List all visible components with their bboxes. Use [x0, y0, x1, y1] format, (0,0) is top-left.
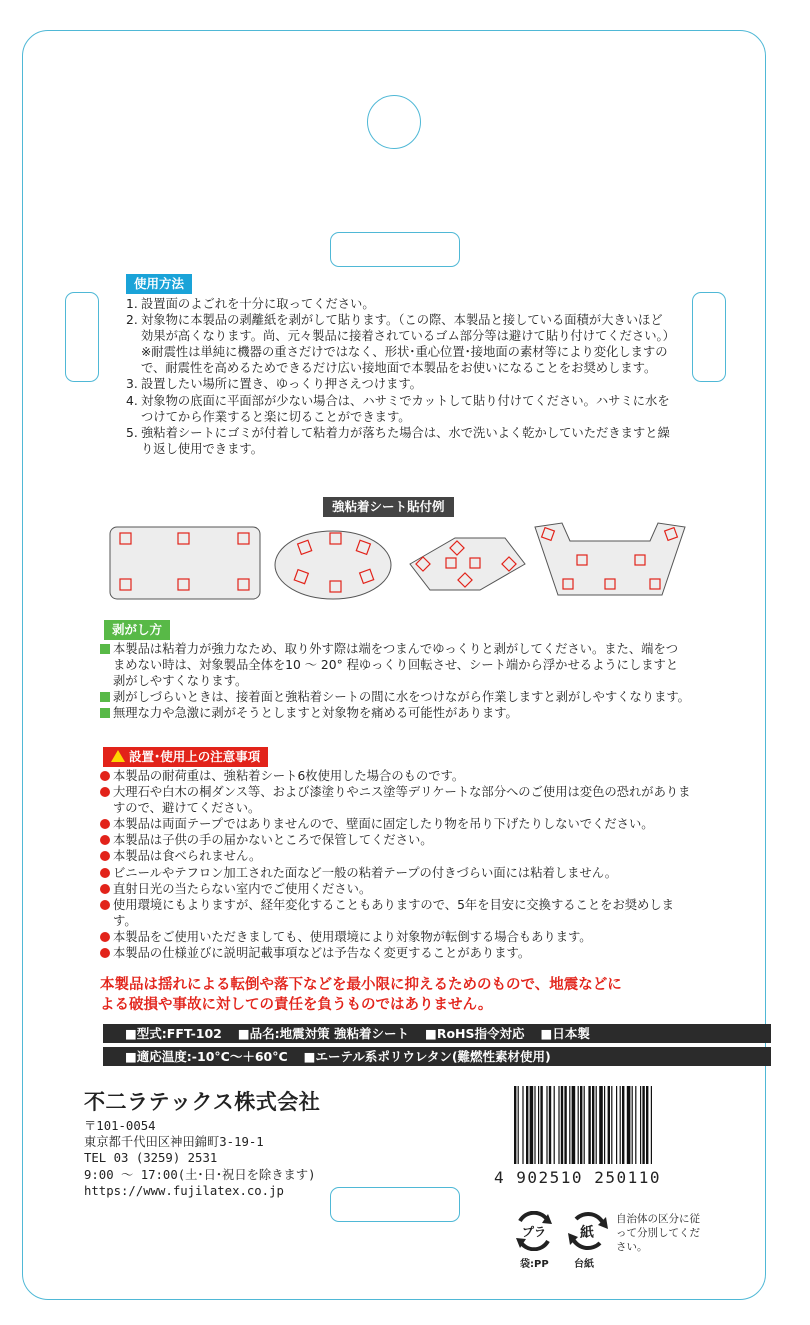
liability-warning: 本製品は揺れによる転倒や落下などを最小限に抑えるためのもので、地震などに よる破損や事故に対しての責任を負うものではありません。	[100, 977, 622, 1013]
barcode-bar	[620, 1086, 621, 1164]
caution-item: 直射日光の当たらない室内でご使用ください。	[100, 881, 692, 897]
top-slot	[330, 232, 460, 267]
caution-item: 本製品は子供の手の届かないところで保管してください。	[100, 832, 692, 848]
spec-bar-1: ■型式:FFT-102 ■品名:地震対策 強粘着シート ■RoHS指令対応 ■日本製	[103, 1024, 771, 1043]
left-slot	[65, 292, 99, 382]
barcode-bar	[561, 1086, 563, 1164]
paper-recycle-mark: 紙	[566, 1211, 610, 1251]
barcode-bar	[538, 1086, 539, 1164]
barcode-bar	[558, 1086, 559, 1164]
barcode-bar	[640, 1086, 641, 1164]
usage-step: 5. 強粘着シートにゴミが付着して粘着力が落ちた場合は、水で洗いよく乾かしていただきますと繰り返し使用できます。	[126, 425, 670, 456]
barcode-bar	[549, 1086, 551, 1164]
usage-step: 3. 設置したい場所に置き、ゆっくり押さえつけます。	[126, 377, 422, 392]
barcode-bar	[540, 1086, 542, 1164]
barcode-bar	[572, 1086, 576, 1164]
company-address: 〒101-0054 東京都千代田区神田錦町3-19-1 TEL 03 (3259) 2531 9:00 〜 17:00(土･日･祝日を除きます) https://www.fujilatex.co.jp	[84, 1119, 316, 1198]
caution-item: 使用環境にもよりますが、経年変化することもありますので、5年を目安に交換することをお奨めします。	[100, 897, 692, 929]
caution-item: 本製品は両面テープではありませんので、壁面に固定したり物を吊り下げたりしないでください。	[100, 816, 692, 832]
barcode-bar	[622, 1086, 624, 1164]
barcode-bar	[642, 1086, 644, 1164]
barcode-bar	[530, 1086, 534, 1164]
barcode-bar	[564, 1086, 566, 1164]
barcode-bar	[514, 1086, 516, 1164]
paper-label: 台紙	[574, 1259, 594, 1270]
barcode-bar	[627, 1086, 631, 1164]
peel-heading: 剥がし方	[104, 620, 170, 640]
usage-step: 2. 対象物に本製品の剥離紙を剥がして貼ります。（この際、本製品と接している面積が大きいほど効果が高くなります。尚、元々製品に接着されているゴム部分等は避けて貼り付けてください。）	[126, 313, 675, 344]
website-link[interactable]: https://www.fujilatex.co.jp	[84, 1183, 284, 1198]
recycle-note: 自治体の区分に従って分別してください。	[616, 1213, 700, 1253]
barcode-bar	[588, 1086, 590, 1164]
barcode-bar	[635, 1086, 636, 1164]
barcode-bar	[616, 1086, 617, 1164]
barcode-bar	[522, 1086, 523, 1164]
barcode-bar	[592, 1086, 594, 1164]
hang-hole	[367, 95, 421, 149]
barcode-bar	[526, 1086, 528, 1164]
barcode-bar	[599, 1086, 603, 1164]
barcode-number: 4 902510 250110	[494, 1168, 661, 1187]
caution-list	[100, 768, 692, 961]
barcode-bar	[546, 1086, 547, 1164]
usage-steps	[126, 296, 675, 457]
peel-item: 剥がしづらいときは、接着面と強粘着シートの間に水をつけながら作業しますと剥がしやすくなります。	[100, 689, 690, 705]
barcode-bar	[608, 1086, 610, 1164]
barcode-bar	[651, 1086, 652, 1164]
barcode-bar	[632, 1086, 633, 1164]
barcode-bar	[578, 1086, 579, 1164]
caution-item: 大理石や白木の桐ダンス等、および漆塗りやニス塗等デリケートな部分へのご使用は変色の恐れがありますので、避けてください。	[100, 784, 692, 816]
sheet-placement-examples	[100, 515, 700, 605]
peel-item: 無理な力や急激に剥がそうとしますと対象物を痛める可能性があります。	[100, 705, 690, 721]
right-slot	[692, 292, 726, 382]
barcode-bar	[580, 1086, 582, 1164]
pp-label: 袋:PP	[520, 1259, 549, 1270]
barcode-bar	[518, 1086, 519, 1164]
barcode-bar	[596, 1086, 597, 1164]
barcode-bar	[604, 1086, 605, 1164]
spec-bar-2: ■適応温度:-10°C〜＋60°C ■エーテル系ポリウレタン(難燃性素材使用)	[103, 1047, 771, 1066]
warning-icon	[111, 750, 125, 762]
caution-item: 本製品の仕様並びに説明記載事項などは予告なく変更することがあります。	[100, 945, 692, 961]
usage-heading: 使用方法	[126, 274, 192, 294]
barcode-bar	[554, 1086, 555, 1164]
peel-item: 本製品は粘着力が強力なため、取り外す際は端をつまんでゆっくりと剥がしてください。また、端をつまめない時は、対象製品全体を10 〜 20° 程ゆっくり回転させ、シート端から浮かせるようにしますと剥がしやすくなります。	[100, 641, 690, 689]
caution-item: ビニールやテフロン加工された面など一般の粘着テープの付きづらい面には粘着しません。	[100, 865, 692, 881]
pp-recycle-mark: プラ	[512, 1211, 556, 1251]
caution-item: 本製品の耐荷重は、強粘着シート6枚使用した場合のものです。	[100, 768, 692, 784]
barcode-bar	[584, 1086, 585, 1164]
barcode-bar	[534, 1086, 535, 1164]
caution-item: 本製品は食べられません。	[100, 848, 692, 864]
example-heading: 強粘着シート貼付例	[323, 497, 454, 517]
usage-step: 4. 対象物の底面に平面部が少ない場合は、ハサミでカットして貼り付けてください。ハサミに水をつけてから作業すると楽に切ることができます。	[126, 393, 670, 424]
peel-list	[100, 641, 690, 721]
barcode-bar	[646, 1086, 648, 1164]
company-name: 不二ラテックス株式会社	[84, 1090, 321, 1114]
barcode-bar	[569, 1086, 570, 1164]
usage-note: ※耐震性は単純に機器の重さだけではなく、形状･重心位置･接地面の素材等により変化しますので、耐震性を高めるためできるだけ広い接地面で本製品をお使いになることをお奨めします。	[141, 345, 668, 376]
caution-item: 本製品をご使用いただきましても、使用環境により対象物が転倒する場合もあります。	[100, 929, 692, 945]
usage-step: 1. 設置面のよごれを十分に取ってください。	[126, 297, 375, 311]
barcode-bar	[611, 1086, 612, 1164]
bottom-slot	[330, 1187, 460, 1222]
caution-heading: 設置･使用上の注意事項	[103, 747, 268, 767]
jan-barcode	[512, 1086, 708, 1176]
